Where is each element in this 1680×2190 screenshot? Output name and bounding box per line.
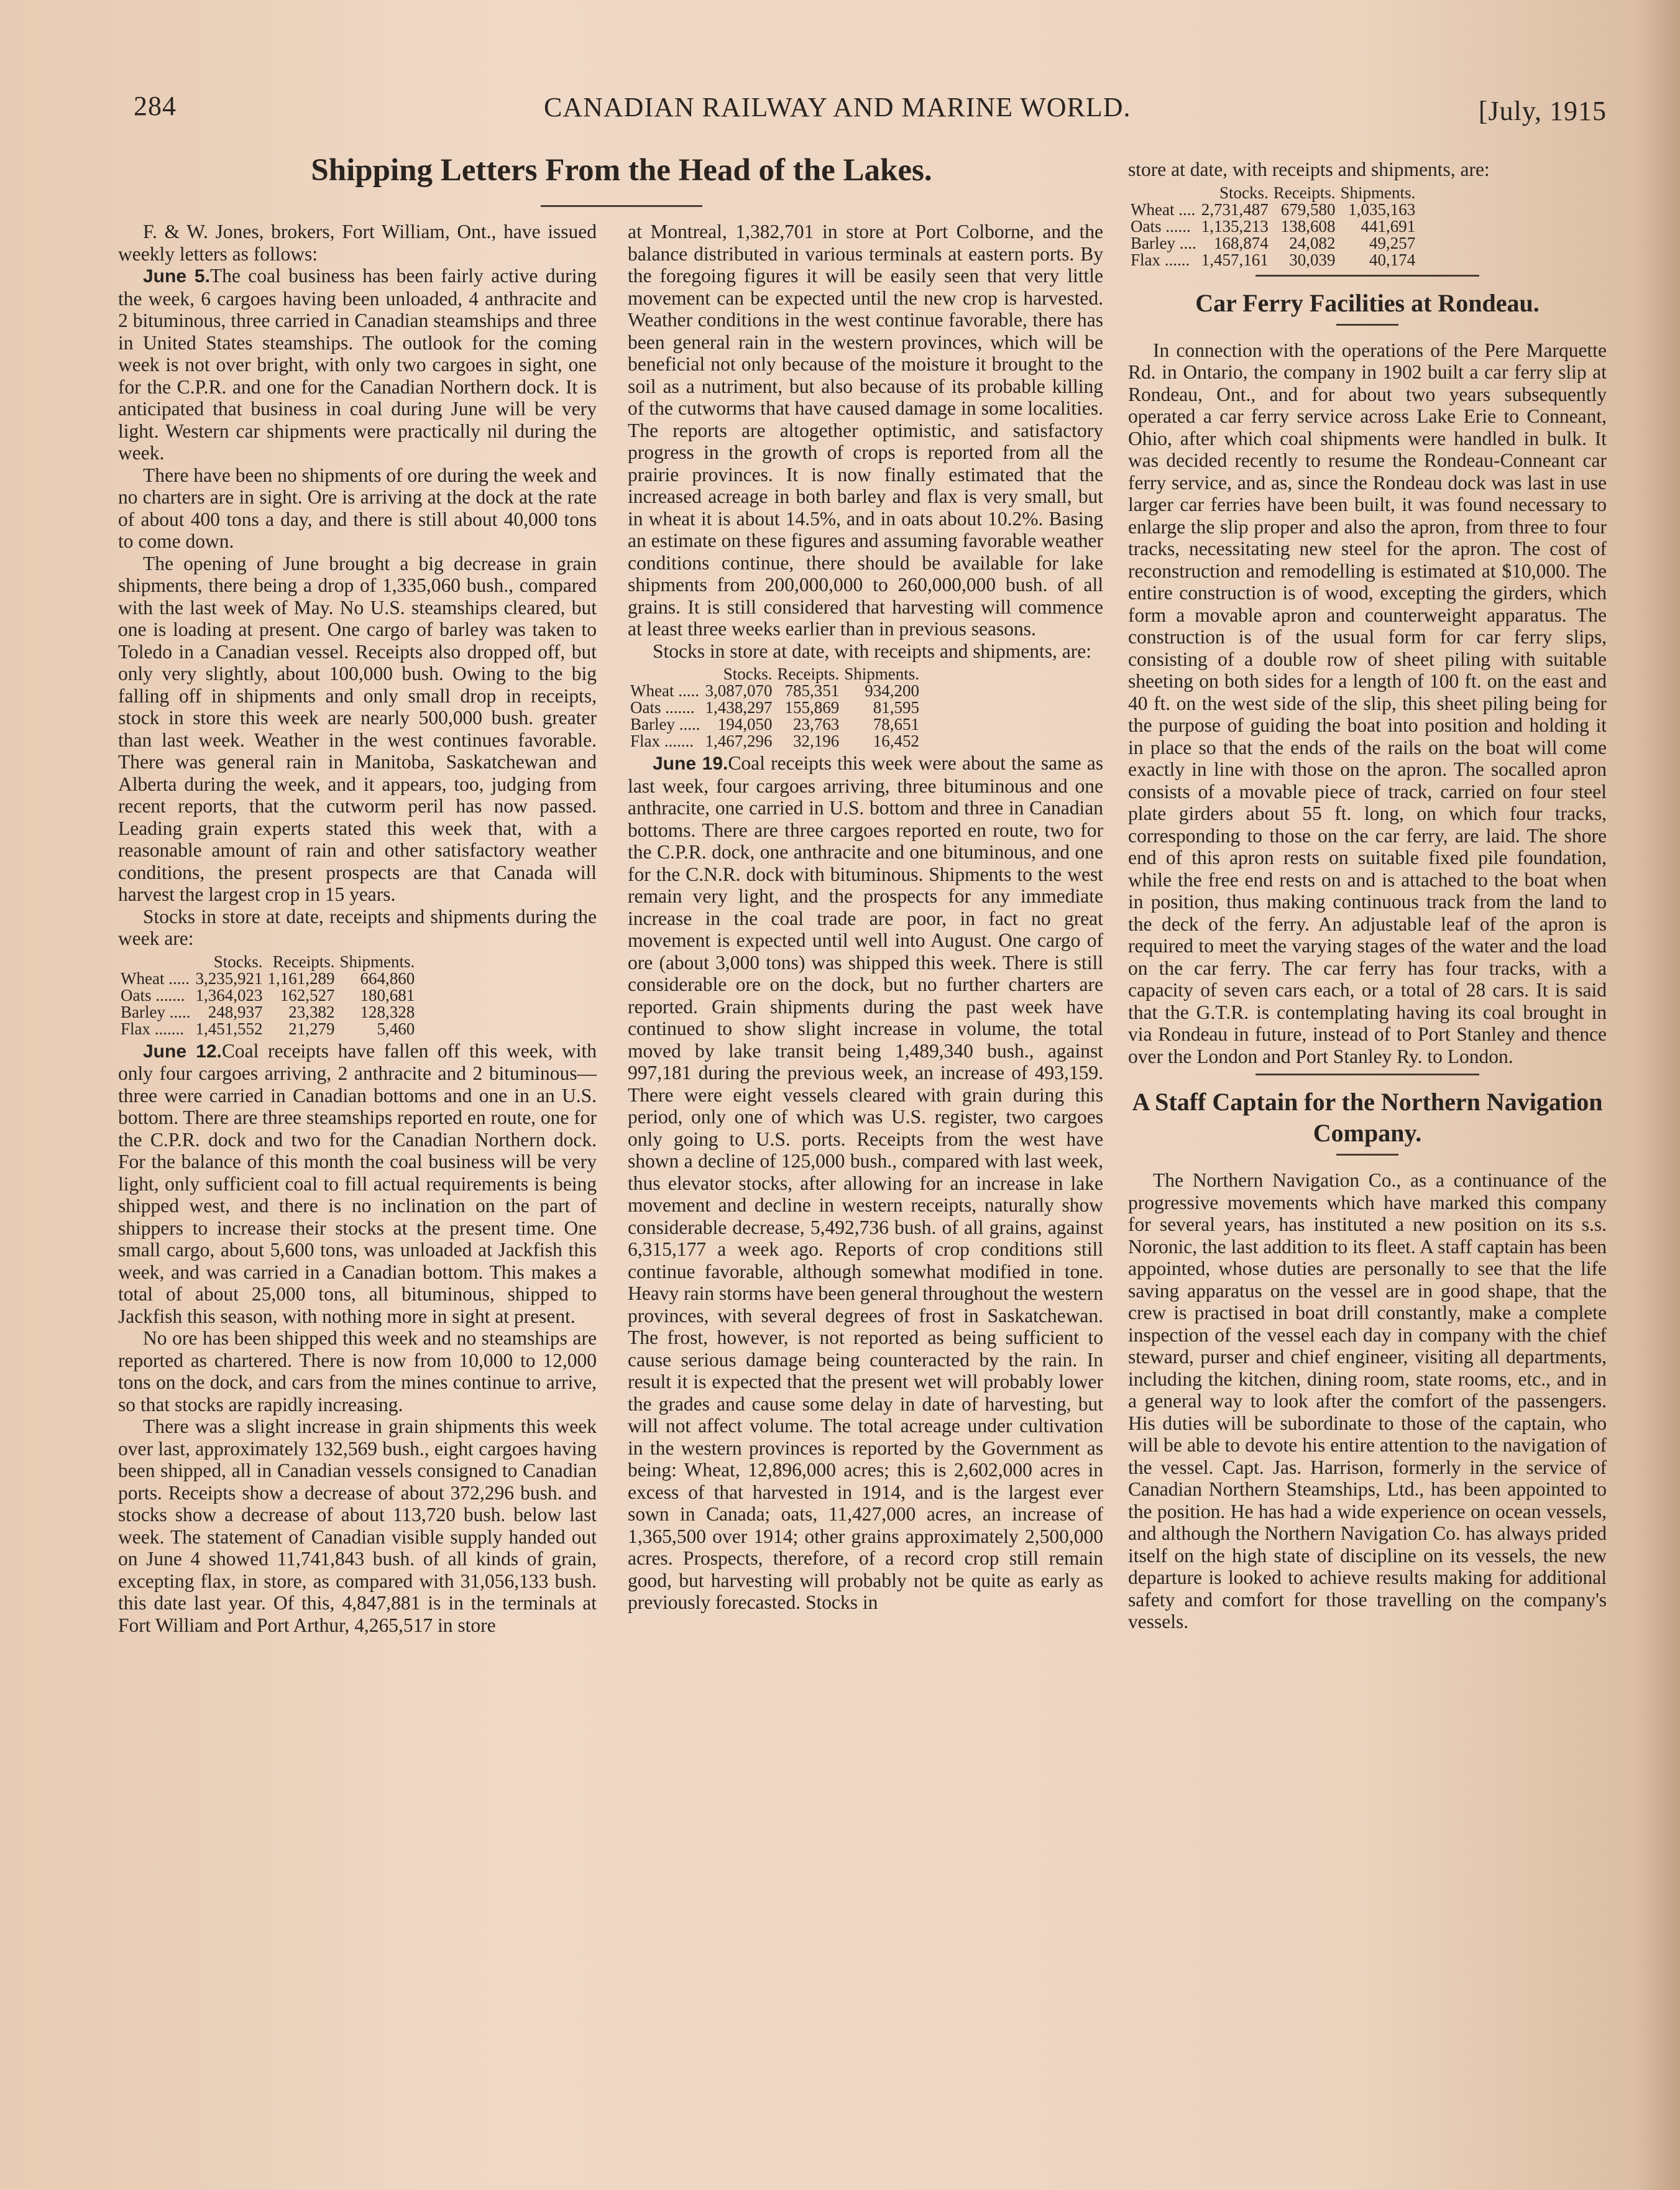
paragraph: at Montreal, 1,382,701 in store at Port Colborne, and the balance distributed in various terminals at eastern ports. By the foregoing figures it will be easily seen that very little movement can be expected until the new crop is harvested. Weather conditions in the west continue favorable, there has been general rain in the western provinces, which will be beneficial not only because of the moisture it brought to the soil as a nutriment, but also because of its probable killing of the cutworms that have caused damage in some localities. The reports are altogether optimistic, and satisfactory progress in the growth of crops is reported from all the prairie provinces. It is now finally estimated that the increased acreage in both barley and flax is very small, but in wheat it is about 14.5%, and in oats about 10.2%. Basing an estimate on these figures and assuming favorable weather conditions continue, there should be available for lake shipments from 200,000,000 to 260,000,000 bush. of all grains. It is still considered that harvesting will commence at least three weeks earlier than in previous seasons.: [628, 221, 1103, 640]
table-cell: 3,235,921: [195, 968, 263, 988]
table-cell: 1,438,297: [705, 698, 773, 717]
article-title-shipping-letters: Shipping Letters From the Head of the Lakes.: [311, 153, 932, 188]
table-header: Receipts.: [777, 665, 840, 683]
column-2: [628, 221, 1103, 1614]
table-cell: 138,608: [1280, 216, 1336, 236]
article-divider: [1255, 275, 1479, 277]
table-cell: 155,869: [784, 698, 840, 717]
table-header: Shipments.: [844, 665, 919, 683]
table-cell: 1,135,213: [1201, 216, 1269, 236]
table-cell: 1,161,289: [267, 968, 335, 988]
table-cell: 40,174: [1369, 250, 1416, 269]
table-cell: 664,860: [360, 968, 415, 988]
table-row: [118, 1004, 417, 1021]
table-row: [118, 1021, 417, 1037]
table-header: Receipts.: [1273, 183, 1336, 202]
table-cell: Barley ....: [1131, 233, 1196, 252]
table-header: Stocks.: [723, 665, 773, 683]
paragraph-text: Coal receipts this week were about the same as last week, four cargoes arriving, three bituminous and one anthracite, one carried in U.S. bottom and three in Canadian bottoms. There are three cargoes reported en route, two for the C.P.R. dock, one anthracite and one bituminous, and one for the C.N.R. dock with bituminous. Shipments to the west remain very light, and the prospects for any immediate increase in the coal trade are poor, in fact no great movement is expected until well into August. One cargo of ore (about 3,000 tons) was shipped this week. There is still considerable ore on the dock, but no further charters are reported. Grain shipments during the past week have continued to show slight increase in volume, the total moved by lake transit being 1,489,340 bush., against 997,181 during the previous week, an increase of 493,159. There were eight vessels cleared with grain during this period, only one of which was U.S. register, two cargoes only going to U.S. ports. Receipts from the west have shown a decline of 125,000 bush., compared with last week, thus elevator stocks, after allowing for an increase in lake movement and decline in western receipts, naturally show considerable decrease, 5,492,736 bush. of all grains, against 6,315,177 a week ago. Reports of crop conditions still continue favorable, although somewhat modified in tone. Heavy rain storms have been general throughout the western provinces, with several degrees of frost in Saskatchewan. The frost, however, is not reported as being sufficient to cause serious damage being counteracted by the rain. In result it is expected that the present wet will probably lower the grades and cause some delay in date of harvesting, but will not affect volume. The total acreage under cultivation in the western provinces is reported by the Government as being: Wheat, 12,896,000 acres; this is 2,602,000 acres in excess of that harvested in 1914, and is the largest ever sown in Canada; oats, 11,427,000 acres, an increase of 1,365,500 over 1914; other grains approximately 2,500,000 acres. Prospects, therefore, of a record crop still remain good, but harvesting will probably not be quite as early as previously forecasted. Stocks in: [628, 752, 1103, 1613]
article-title-car-ferry: Car Ferry Facilities at Rondeau.: [1195, 288, 1540, 317]
table-cell: 934,200: [865, 681, 919, 700]
issue-date: [July, 1915: [1478, 96, 1607, 126]
table-row: [1128, 218, 1418, 235]
table-header-row: [628, 666, 922, 683]
publication-title: CANADIAN RAILWAY AND MARINE WORLD.: [544, 92, 1131, 122]
table-header: Stocks.: [1219, 183, 1269, 202]
table-cell: 23,382: [288, 1002, 335, 1021]
table-header: Shipments.: [339, 952, 415, 971]
table-cell: 16,452: [873, 732, 919, 750]
article-title-staff-captain: A Staff Captain for the Northern Navigation Company.: [1132, 1088, 1603, 1147]
date-label: June 19.: [653, 753, 728, 774]
table-cell: 1,364,023: [195, 985, 263, 1005]
table-cell: 5,460: [377, 1019, 415, 1038]
paragraph: store at date, with receipts and shipments, are:: [1128, 159, 1490, 180]
table-cell: 24,082: [1289, 233, 1336, 252]
stocks-table-june19: [1128, 185, 1418, 269]
table-row: [118, 987, 417, 1004]
stocks-table-june12: [628, 666, 922, 750]
title-rule: [1336, 1154, 1398, 1156]
table-row: [1128, 201, 1418, 218]
paragraph: [118, 265, 597, 464]
table-cell: 3,087,070: [705, 681, 773, 700]
table-cell: 128,328: [360, 1002, 415, 1021]
table-cell: Wheat .....: [121, 968, 190, 988]
table-row: [628, 733, 922, 750]
stocks-table-june5: [118, 954, 417, 1037]
table-cell: 168,874: [1213, 233, 1269, 252]
table-header-row: [1128, 185, 1418, 201]
paragraph: F. & W. Jones, brokers, Fort William, Ont., have issued weekly letters as follows:: [118, 221, 597, 265]
paragraph: The opening of June brought a big decrease in grain shipments, there being a drop of 1,335,060 bush., compared with the last week of May. No U.S. steamships cleared, but one is loading at present. One cargo of barley was taken to Toledo in a Canadian vessel. Receipts also dropped off, but only very slightly, about 100,000 bush. Owing to the big falling off in shipments and only small drop in receipts, stock in store this week are nearly 500,000 bush. greater than last week. Weather in the west continues favorable. There was general rain in Manitoba, Saskatchewan and Alberta during the week, and it appears, too, judging from recent reports, that the cutworm peril has now passed. Leading grain experts stated this week that, with a reasonable amount of rain and other satisfactory weather conditions, the present prospects are that Canada will harvest the largest crop in 15 years.: [118, 552, 597, 905]
running-header: [134, 90, 1607, 146]
table-header: Stocks.: [213, 952, 263, 971]
table-row: [1128, 235, 1418, 252]
table-cell: 785,351: [784, 681, 840, 700]
table-row: [118, 970, 417, 987]
paragraph: There have been no shipments of ore during the week and no charters are in sight. Ore is arriving at the dock at the rate of about 400 tons a day, and there is still about 40,000 tons to come down.: [118, 464, 597, 552]
table-cell: Flax .......: [121, 1019, 185, 1038]
table-cell: 1,467,296: [705, 732, 773, 750]
table-header: Shipments.: [1340, 183, 1416, 202]
title-rule: [1336, 324, 1398, 326]
table-cell: Barley .....: [630, 715, 700, 734]
title-rule: [541, 205, 702, 207]
table-row: [628, 699, 922, 716]
paragraph: Stocks in store at date, with receipts and shipments, are:: [653, 640, 1091, 662]
table-cell: Wheat .....: [630, 681, 699, 700]
table-row: [1128, 252, 1418, 269]
table-cell: Barley .....: [121, 1002, 191, 1021]
column-3: [1128, 159, 1607, 1633]
table-header-row: [118, 954, 417, 970]
table-cell: 21,279: [288, 1019, 335, 1038]
paragraph: There was a slight increase in grain shipments this week over last, approximately 132,569 bush., eight cargoes having been shipped, all in Canadian vessels consigned to Canadian ports. Receipts show a decrease of about 372,296 bush. and stocks show a decrease of about 113,720 bush. below last week. The statement of Canadian visible supply handed out on June 4 showed 11,741,843 bush. of all kinds of grain, excepting flax, in store, as compared with 31,056,133 bush. this date last year. Of this, 4,847,881 is in the terminals at Fort William and Port Arthur, 4,265,517 in store: [118, 1415, 597, 1636]
table-cell: 162,527: [280, 985, 335, 1005]
table-header: Receipts.: [272, 952, 335, 971]
table-cell: Flax .......: [630, 732, 694, 750]
paragraph: Stocks in store at date, receipts and shipments during the week are:: [118, 905, 597, 949]
table-cell: 441,691: [1361, 216, 1416, 236]
table-cell: 32,196: [792, 732, 840, 750]
article-divider: [1255, 1074, 1479, 1075]
table-cell: 81,595: [873, 698, 919, 717]
page-spine-shadow: [1636, 0, 1680, 2190]
table-cell: Flax ......: [1131, 250, 1190, 269]
table-cell: Oats .......: [630, 698, 695, 717]
table-cell: 248,937: [208, 1002, 263, 1021]
date-label: June 12.: [143, 1041, 222, 1062]
table-row: [628, 716, 922, 733]
table-cell: 78,651: [873, 715, 919, 734]
table-cell: 2,731,487: [1201, 200, 1269, 219]
column-1: [118, 221, 597, 1636]
table-cell: Wheat ....: [1131, 200, 1196, 219]
table-row: [628, 683, 922, 699]
table-cell: 180,681: [360, 985, 415, 1005]
table-cell: 194,050: [717, 715, 773, 734]
table-cell: Oats .......: [121, 985, 185, 1005]
table-cell: 1,451,552: [195, 1019, 263, 1038]
table-cell: 49,257: [1369, 233, 1416, 252]
date-label: June 5.: [143, 266, 210, 287]
page-number: 284: [134, 91, 177, 121]
paragraph: No ore has been shipped this week and no steamships are reported as chartered. There is now from 10,000 to 12,000 tons on the dock, and cars from the mines continue to arrive, so that stocks are rapidly increasing.: [118, 1327, 597, 1415]
paragraph: [628, 752, 1103, 1614]
table-cell: 1,035,163: [1348, 200, 1416, 219]
paragraph: The Northern Navigation Co., as a continuance of the progressive movements which have marked this company for several years, has instituted a new position on its s.s. Noronic, the last addition to its fleet. A staff captain has been appointed, whose duties are personally to see that the life saving apparatus on the vessel are in good shape, that the crew is practised in boat drill constantly, make a complete inspection of the vessel each day in company with the chief steward, purser and chief engineer, visiting all departments, including the kitchen, dining room, state rooms, etc., and in a general way to look after the comfort of the passengers. His duties will be subordinate to those of the captain, who will be able to devote his entire attention to the navigation of the vessel. Capt. Jas. Harrison, formerly in the service of Canadian Northern Steamships, Ltd., has been appointed to the position. He has had a wide experience on ocean vessels, and although the Northern Navigation Co. has always prided itself on the high state of discipline on its vessels, the new departure is looked to achieve results making for additional safety and comfort for those travelling on the company's vessels.: [1128, 1169, 1607, 1632]
paragraph: [118, 1040, 597, 1328]
paragraph-text: Coal receipts have fallen off this week, with only four cargoes arriving, 2 anthracite and 2 bituminous—three were carried in Canadian bottoms and one in an U.S. bottom. There are three steamships reported en route, one for the C.P.R. dock and two for the Canadian Northern dock. For the balance of this month the coal business will be very light, only sufficient coal to fill actual requirements is being shipped west, and there is no inclination on the part of shippers to increase their stocks at the present time. One small cargo, about 5,600 tons, was unloaded at Jackfish this week, and was carried in a Canadian bottom. This makes a total of about 25,000 tons, all bituminous, shipped to Jackfish this season, with nothing more in sight at present.: [118, 1039, 597, 1327]
table-cell: Oats ......: [1131, 216, 1191, 236]
table-cell: 1,457,161: [1201, 250, 1269, 269]
paragraph-text: The coal business has been fairly active during the week, 6 cargoes having been unloaded, 4 anthracite and 2 bituminous, three carried in Canadian steamships and three in United States steamships. The outlook for the coming week is not over bright, with only two cargoes in sight, one for the C.P.R. and one for the Canadian Northern dock. It is anticipated that business in coal during June will be very light. Western car shipments were practically nil during the week.: [118, 265, 597, 464]
table-cell: 30,039: [1289, 250, 1336, 269]
table-cell: 23,763: [792, 715, 840, 734]
table-cell: 679,580: [1280, 200, 1336, 219]
paragraph: In connection with the operations of the Pere Marquette Rd. in Ontario, the company in 1902 built a car ferry slip at Rondeau, Ont., and for about two years subsequently operated a car ferry service across Lake Erie to Conneant, Ohio, after which coal shipments were handled in bulk. It was decided recently to resume the Rondeau-Conneant car ferry service, and as, since the Rondeau dock was last in use larger car ferries have been built, it was found necessary to enlarge the slip proper and also the apron, from three to four tracks, necessitating new steel for the apron. The cost of reconstruction and remodelling is estimated at $10,000. The entire construction is of wood, excepting the girders, which form a movable apron and counterweight apparatus. The construction is of the usual form for car ferry slips, consisting of a double row of sheet piling with suitable sheeting on both sides for a length of 100 ft. on the east and 40 ft. on the west side of the slip, this sheet piling being for the purpose of guiding the boat into position and holding it in place so that the ends of the rails on the boat will come exactly in line with those on the apron. The socalled apron consists of a movable piece of track, carried on four steel plate girders about 55 ft. long, on which four tracks, corresponding to those on the car ferry, are laid. The shore end of this apron rests on suitable fixed pile foundation, while the free end rests on and is attached to the boat when in position, thus making continuous track from the land to the deck of the ferry. An adjustable leaf of the apron is required to meet the varying stages of the water and the load on the car ferry. The car ferry has four tracks, with a capacity of seven cars each, or a total of 28 cars. It is said that the G.T.R. is contemplating having its coal brought in via Rondeau in future, instead of to Port Stanley and thence over the London and Port Stanley Ry. to London.: [1128, 339, 1607, 1067]
